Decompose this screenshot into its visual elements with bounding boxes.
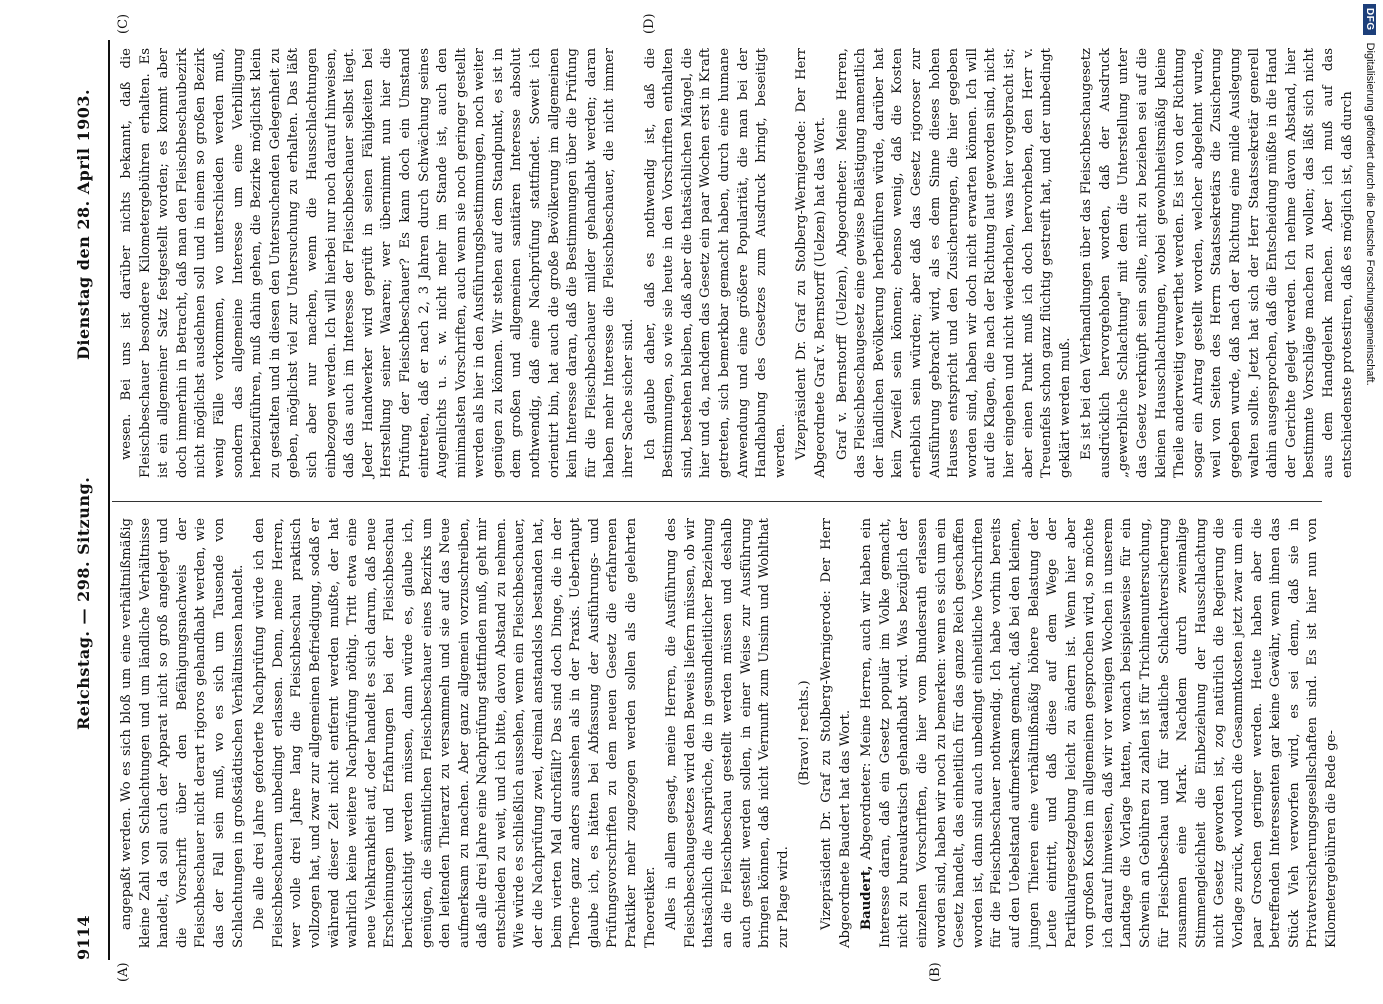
right-paragraph-4: Graf v. Bernstorff (Uelzen), Abgeordneter: Meine Herren, das Fleischbeschaugesetz eine gewisse Belästigung namentlich der ländlichen Bevölkerung herbeiführen würde, darüber hat kein Zweifel sein können; ebenso wenig, daß die Kosten erheblich sein würden; aber daß das Gesetz rigoroser zur Ausführung gebracht wird, als es dem Sinne dieses hohen Hauses entspricht und den Zusicherungen, die hier gegeben worden sind, haben wir doch nicht erwarten können. Ich will auf die Klagen, die nach der Richtung laut geworden sind, nicht hier eingehen und nicht wiederholen, was hier vorgebracht ist; aber einen Punkt muß ich doch hervorheben, den Herr v. Treuenfels schon ganz flüchtig gestreift hat, und der unbedingt geklärt werden muß. [834,48,1073,478]
right-paragraph-3: Vizepräsident Dr. Graf zu Stolberg-Wernigerode: Der Herr Abgeordnete Graf v. Bernstorff (Uelzen) hat das Wort. [794,48,828,478]
section-marker-a: (A) [116,962,131,982]
right-paragraph-2: Ich glaube daher, daß es nothwendig ist, daß die Bestimmungen, so wie sie heute in den Vorschriften enthalten sind, bestehen bleiben, daß aber die thatsächlichen Mängel, die hier und da, nachdem das Gesetz ein paar Wochen erst in Kraft getreten, sich bemerkbar gemacht haben, durch eine humane Anwendung und eine größere Popularität, die man bei der Handhabung des Gesetzes zum Ausdruck bringt, beseitigt werden. [642,48,788,478]
section-marker-c: (C) [116,13,131,34]
right-paragraph-1: wesen. Bei uns ist darüber nichts bekannt, daß die Fleischbeschauer besondere Kilometergebühren erhalten. Es ist ein allgemeiner Satz festgestellt worden; es kommt aber doch immerhin in Betracht, daß man den Fleischbeschaubezirk nicht möglichst ausdehnen soll und in einem so großen Bezirk wenig Fälle vorkommen, wo unterschieden werden muß, sondern das allgemeine Interesse um eine Verbilligung herbeizuführen, muß dahin gehen, die Bezirke möglichst klein zu gestalten und in diesen den Untersuchenden Gelegenheit zu geben, möglichst viel zur Untersuchung zu erhalten. Das läßt sich aber nur machen, wenn die Hausschlachtungen einbezogen werden. Ich will hierbei nur noch darauf hinweisen, daß das auch im Interesse der Fleischbeschauer selbst liegt. Jeder Handwerker wird geprüft in seinen Fähigkeiten bei Herstellung seiner Waaren; wer übernimmt nun hier die Prüfung der Fleischbeschauer? Es kann doch ein Umstand eintreten, daß er nach 2, 3 Jahren durch Schwächung seines Augenlichts u. s. w. nicht mehr im Stande ist, auch den minimalsten Vorschriften, auch wenn sie noch geringer gestellt werden als hier in den Ausführungsbestimmungen, noch weiter genügen zu können. Wir stehen auf dem Standpunkt, es ist in dem großen und allgemeinen sanitären Interesse absolut nothwendig, daß eine Nachprüfung stattfindet. Soweit ich orientirt bin, hat auch die große Bevölkerung im allgemeinen kein Interesse daran, daß die Bestimmungen über die Prüfung für die Fleischbeschauer milder gehandhabt werden; daran haben mehr Interesse die Fleischbeschauer, die nicht immer ihrer Sache sicher sind. [119,48,637,478]
session-date: Dienstag den 28. April 1903. [74,88,93,360]
left-paragraph-4: Vizepräsident Dr. Graf zu Stolberg-Wernigerode: Der Herr Abgeordnete Baudert hat das Wort. [818,518,853,948]
digitization-credit [1359,0,1381,1000]
document-page [60,0,1355,1000]
left-paragraph-1: angepaßt werden. Wo es sich bloß um eine verhältnißmäßig kleine Zahl von Schlachtungen und um ländliche Verhältnisse handelt, da soll auch der Apparat nicht so groß angelegt und die Vorschrift über den Befähigungsnachweis der Fleischbeschauer nicht derart rigoros gehandhabt werden, wie das der Fall sein muß, wo es sich um Tausende von Schlachtungen in großstädtischen Verhältnissen handelt. [119,518,246,948]
right-paragraph-5: Es ist bei den Verhandlungen über das Fleischbeschaugesetz ausdrücklich hervorgehoben worden, daß der Ausdruck „gewerbliche Schlachtung" mit dem die Unterstellung unter das Gesetz verknüpft sein sollte, nicht zu beziehen sei auf die kleinen Hausschlachtungen, wobei gewohnheitsmäßig kleine Theile anderweitig verwerthet werden. Es ist von der Richtung sogar ein Antrag gestellt worden, welcher abgelehnt wurde, weil von Seiten des Herrn Staatssekretärs die Zusicherung gegeben wurde, daß nach der Richtung eine milde Auslegung walten sollte. Jetzt hat sich der Herr Staatssekretär generell dahin ausgesprochen, daß die Entscheidung müßte in die Hand der Gerichte gelegt werden. Ich nehme davon Abstand, hier bestimmte Vorschläge machen zu wollen; das läßt sich nicht aus dem Handgelenk machen. Aber ich muß auf das entschiedenste protestiren, daß es möglich ist, daß durch [1079,48,1355,478]
session-title: Reichstag. — 298. Sitzung. [74,476,93,730]
dfg-logo: DFG [1364,4,1377,35]
credit-text: Digitalisierung gefördert durch die Deutsche Forschungsgemeinschaft. [1364,42,1376,386]
header-rule [108,40,110,960]
left-paragraph-2: Die alle drei Jahre geforderte Nachprüfung würde ich den Fleischbeschauern unbedingt erlassen. Denn, meine Herren, wer volle drei Jahre lang die Fleischbeschau praktisch vollzogen hat, und zwar zur allgemeinen Befriedigung, sodaß er während dieser Zeit nicht entfernt werden mußte, der hat wahrlich keine weitere Nachprüfung nöthig. Tritt etwa eine neue Viehkrankheit auf, oder handelt es sich darum, daß neue Erscheinungen und Erfahrungen bei der Fleischbeschau berücksichtigt werden müssen, dann würde es, glaube ich, genügen, die sämmtlichen Fleischbeschauer eines Bezirks um den leitenden Thierarzt zu versammeln und sie auf das Neue aufmerksam zu machen. Aber ganz allgemein vorzuschreiben, daß alle drei Jahre eine Nachprüfung stattfinden muß, geht mir entschieden zu weit, und ich bitte, davon Abstand zu nehmen. Wie würde es schließlich aussehen, wenn ein Fleischbeschauer, der die Nachprüfung zwei, dreimal anstandslos bestanden hat, beim vierten Mal durchfällt? Das sind doch Dinge, die in der Theorie ganz anders aussehen als in der Praxis. Ueberhaupt glaube ich, es hätten bei Abfassung der Ausführungs- und Prüfungsvorschriften zu dem neuen Gesetz die erfahrenen Praktiker mehr zugezogen werden sollen als die gelehrten Theoretiker. [252,518,658,948]
speech-text: Abgeordneter: Meine Herren, auch wir haben ein Interesse daran, daß ein Gesetz populär im Volke gemacht, nicht zu bureaukratisch gehandhabt wird. Was bezüglich der einzelnen Vorschriften, die hier vom Bundesrath erlassen worden sind, haben wir noch zu bemerken: wenn es sich um ein Gesetz handelt, das einheitlich für das ganze Reich geschaffen worden ist, dann sind auch unbedingt einheitliche Vorschriften für die Fleischbeschauer nothwendig. Ich habe vorhin bereits auf den Uebelstand aufmerksam gemacht, daß bei den kleinen, jungen Thieren eine verhältnißmäßig höhere Belastung der Leute eintritt, und daß diese auf dem Wege der Partikulargesetzgebung leicht zu ändern ist. Wenn hier aber von großen Kosten im allgemeinen gesprochen wird, so möchte ich darauf hinweisen, daß wir vor wenigen Wochen in unserem Landtage die Vorlage hatten, wonach beispielsweise für ein Schwein an Gebühren zu zahlen ist für Trichinenuntersuchung, für Fleischbeschau und für staatliche Schlachtversicherung zusammen eine Mark. Nachdem durch zweimalige Stimmengleichheit die Einbeziehung der Hausschlachtung nicht Gesetz geworden ist, zog natürlich die Regierung die Vorlage zurück, wodurch die Gesammtkosten jetzt zwar um ein paar Groschen geringer werden. Heute haben aber die betreffenden Interessenten gar keine Gewähr, wenn ihnen das Stück Vieh verworfen wird, es sei denn, daß sie in Privatversicherungsgesellschaften sind. Es ist hier nun von Kilometergebühren die Rede ge- [859,518,1339,948]
running-head [74,40,100,960]
right-column [118,48,1360,478]
left-paragraph-5 [858,518,1341,948]
applause-note: (Bravo! rechts.) [797,680,813,786]
left-paragraph-3: Alles in allem gesagt, meine Herren, die Ausführung des Fleischbeschaugesetzes wird den Beweis liefern müssen, ob wir thatsächlich die Ansprüche, die in gesundheitlicher Beziehung an die Fleischbeschau gestellt werden müssen und deshalb auch gestellt werden sollen, in einer Weise zur Ausführung bringen können, daß nicht Vernunft zum Unsinn und Wohlthat zur Plage wird. [664,518,791,948]
column-divider [112,501,1322,502]
section-marker-b: (B) [928,962,943,982]
speaker-name: Baudert, [859,865,875,930]
section-marker-d: (D) [642,13,657,34]
page-number: 9114 [74,915,93,960]
left-column [118,518,1345,948]
